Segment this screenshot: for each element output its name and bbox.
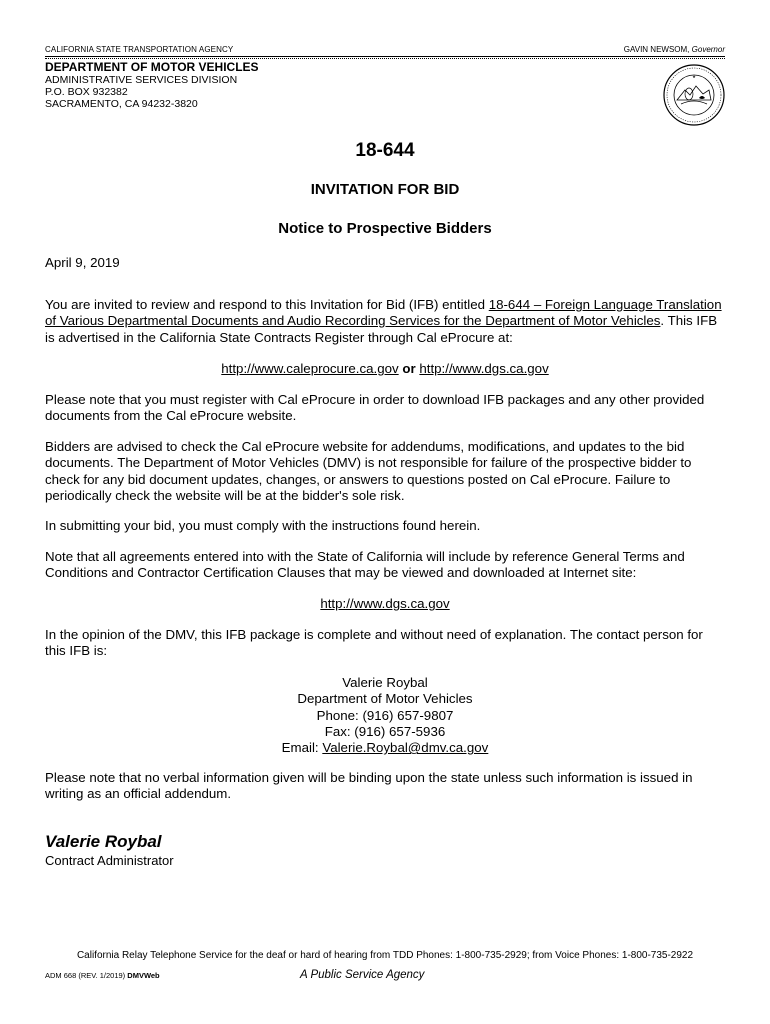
dgs-link[interactable]: http://www.dgs.ca.gov: [419, 361, 549, 376]
agreements-paragraph: Note that all agreements entered into with the State of California will include by reference General Terms and Conditions and Contractor Certification Clauses that may be viewed and downloaded at Internet site:: [45, 549, 685, 581]
form-suffix: DMVWeb: [127, 971, 160, 980]
intro-text-end: . This IFB is advertised in the California State Contracts Register through Cal eProcure at:: [45, 313, 718, 345]
agency-name: CALIFORNIA STATE TRANSPORTATION AGENCY: [45, 45, 234, 54]
bidders-paragraph: Bidders are advised to check the Cal eProcure website for addendums, modifications, and updates to the bid documents. The Department of Motor Vehicles (DMV) is not responsible for failure of the prospective bidder to check for any bid document updates, changes, or answers to questions posted on Cal eProcure. Failure to periodically check the website will be at the bidder's sole risk.: [45, 439, 692, 503]
department-address: [45, 74, 237, 110]
comply-paragraph: In submitting your bid, you must comply with the instructions found herein.: [45, 518, 481, 533]
governor-title: Governor: [691, 45, 725, 54]
document-subheading: Notice to Prospective Bidders: [278, 220, 492, 237]
ifb-number: 18-644: [355, 140, 415, 161]
form-id: ADM 668 (REV. 1/2019): [45, 971, 126, 980]
state-seal-icon: [663, 64, 725, 126]
contact-email-line: [45, 740, 725, 756]
signature-name: Valerie Roybal: [45, 832, 162, 851]
caleprocure-link[interactable]: http://www.caleprocure.ca.gov: [221, 361, 399, 376]
ifb-title-link[interactable]: 18-644 – Foreign Language Translation of Various Departmental Documents and Audio Recording Services for the Department of Motor Vehicles: [45, 297, 722, 329]
verbal-paragraph: Please note that no verbal information given will be binding upon the state unless such information is issued in writing as an official addendum.: [45, 770, 693, 802]
governor-name: GAVIN NEWSOM,: [623, 45, 690, 54]
contact-email-label: Email:: [281, 740, 323, 756]
city-line: SACRAMENTO, CA 94232-3820: [45, 98, 198, 110]
agency-tagline: A Public Service Agency: [300, 969, 425, 981]
procurement-links: [45, 361, 725, 377]
header-rule: [45, 56, 725, 57]
intro-paragraph: [45, 297, 725, 346]
contact-name: Valerie Roybal: [342, 675, 428, 690]
division-line: ADMINISTRATIVE SERVICES DIVISION: [45, 74, 238, 86]
contact-fax: Fax: (916) 657-5936: [324, 723, 446, 739]
contact-phone: Phone: (916) 657-9807: [316, 707, 454, 723]
document-heading: INVITATION FOR BID: [310, 181, 460, 198]
governor-line: [624, 45, 725, 54]
po-box-line: P.O. BOX 932382: [45, 86, 128, 98]
contact-department: Department of Motor Vehicles: [297, 691, 473, 707]
form-number: [45, 971, 160, 980]
department-name: DEPARTMENT OF MOTOR VEHICLES: [45, 60, 259, 74]
or-text: or: [402, 361, 416, 376]
dgs-link-2[interactable]: http://www.dgs.ca.gov: [320, 596, 450, 611]
intro-text: You are invited to review and respond to this Invitation for Bid (IFB) entitled: [45, 297, 489, 312]
contact-email-link[interactable]: Valerie.Roybal@dmv.ca.gov: [322, 740, 489, 756]
document-date: April 9, 2019: [45, 255, 120, 270]
register-paragraph: Please note that you must register with Cal eProcure in order to download IFB packages and any other provided documents from the Cal eProcure website.: [45, 392, 705, 424]
opinion-paragraph: In the opinion of the DMV, this IFB package is complete and without need of explanation. The contact person for this IFB is:: [45, 627, 703, 659]
header-rule-dotted: [45, 58, 725, 59]
contact-block: [45, 675, 725, 756]
relay-service-note: California Relay Telephone Service for the deaf or hard of hearing from TDD Phones: 1-800-735-2929; from Voice Phones: 1-800-735-2922: [76, 950, 694, 961]
dgs-link-line: [45, 596, 725, 612]
svg-text:★: ★: [692, 74, 696, 79]
signature-title: Contract Administrator: [45, 853, 174, 868]
